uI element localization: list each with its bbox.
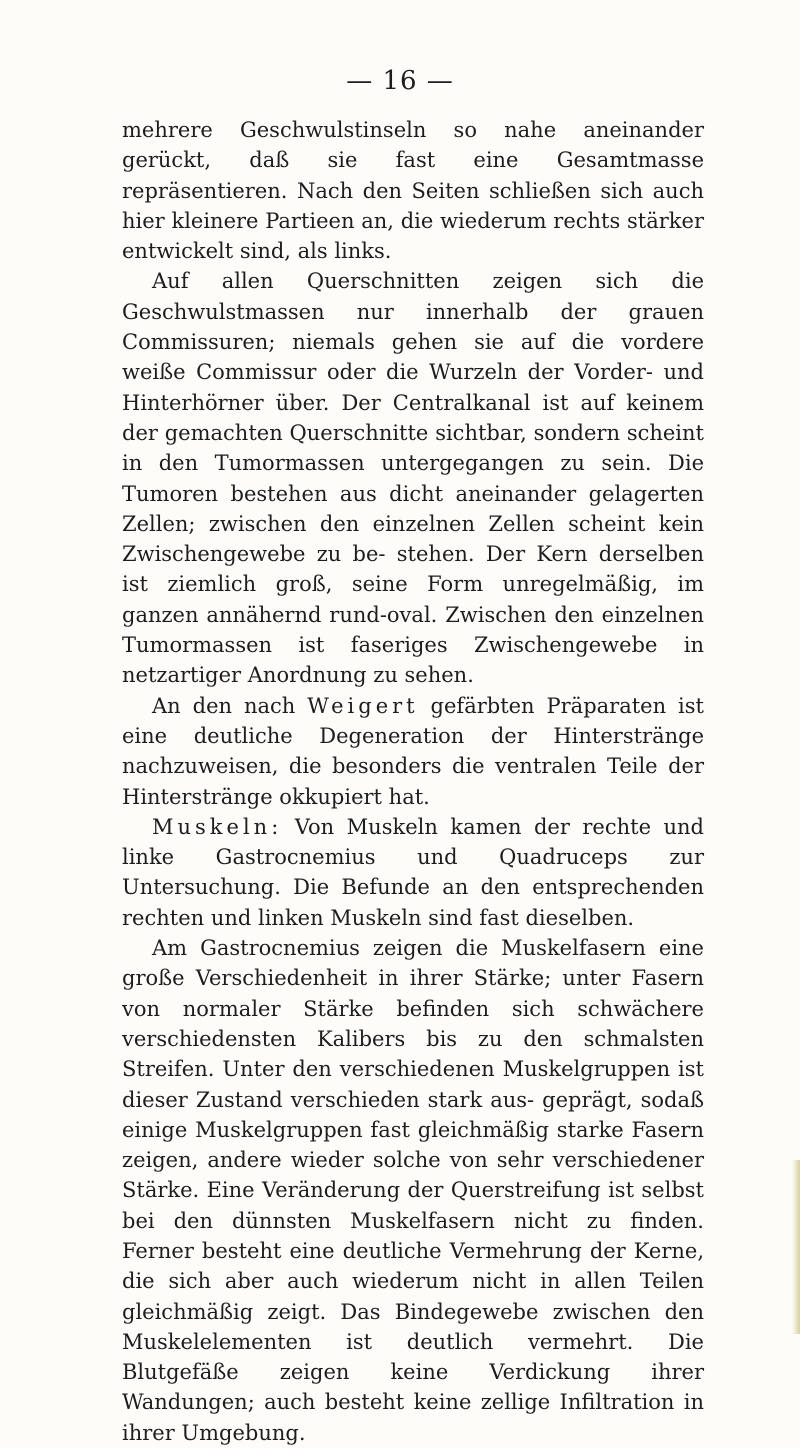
paragraph-3-start: An den nach [152, 693, 308, 718]
page-edge-shadow [792, 1160, 800, 1334]
page-number: — 16 — [346, 66, 454, 96]
paragraph-5: Am Gastrocnemius zeigen die Muskelfasern eine große Verschiedenheit in ihrer Stärke; unter Fasern von normaler Stärke befinden sich schwächere verschiedensten Kalibers bis zu den schmalsten Streifen. Unter den verschiedenen Muskelgruppen ist dieser Zustand verschieden stark aus- geprägt, sodaß einige Muskelgruppen fast gleichmäßig starke Fasern zeigen, andere wieder solche von sehr verschiedener Stärke. Eine Veränderung der Querstreifung ist selbst bei den dünnsten Muskelfasern nicht zu finden. Ferner besteht eine deutliche Vermehrung der Kerne, die sich aber auch wiederum nicht in allen Teilen gleichmäßig zeigt. Das Bindegewebe zwischen den Muskelelementen ist deutlich vermehrt. Die Blutgefäße zeigen keine Verdickung ihrer Wandungen; auch besteht keine zellige Infiltration in ihrer Umgebung. [122, 936, 704, 1445]
author-name-weigert: Weigert [307, 693, 419, 718]
paragraph-4-rest: Von Muskeln kamen der rechte und linke Gastrocnemius und Quadruceps zur Untersuchung. Die Befunde an den entsprechenden rechten und linken Muskeln sind fast dieselben. [122, 814, 704, 930]
paragraph-3-rest: gefärbten Präparaten ist eine deutliche Degeneration der Hinterstränge nachzuweisen, die besonders die ventralen Teile der Hinterstränge okkupiert hat. [122, 693, 704, 809]
paragraph-4 [122, 812, 704, 933]
paragraph-1: mehrere Geschwulstinseln so nahe aneinander gerückt, daß sie fast eine Gesamtmasse repräsentieren. Nach den Seiten schließen sich auch hier kleinere Partieen an, die wiederum rechts stärker entwickelt sind, als links. [122, 118, 704, 264]
paragraph-2: Auf allen Querschnitten zeigen sich die Geschwulstmassen nur innerhalb der grauen Commissuren; niemals gehen sie auf die vordere weiße Commissur oder die Wurzeln der Vorder- und Hinterhörner über. Der Centralkanal ist auf keinem der gemachten Querschnitte sichtbar, sondern scheint in den Tumormassen untergegangen zu sein. Die Tumoren bestehen aus dicht aneinander gelagerten Zellen; zwischen den einzelnen Zellen scheint kein Zwischengewebe zu be- stehen. Der Kern derselben ist ziemlich groß, seine Form unregelmäßig, im ganzen annähernd rund-oval. Zwischen den einzelnen Tumormassen ist faseriges Zwischengewebe in netzartiger Anordnung zu sehen. [122, 269, 704, 688]
paragraph-3 [122, 691, 704, 812]
section-label-muskeln: Muskeln: [152, 814, 283, 839]
body-text [122, 115, 704, 1448]
